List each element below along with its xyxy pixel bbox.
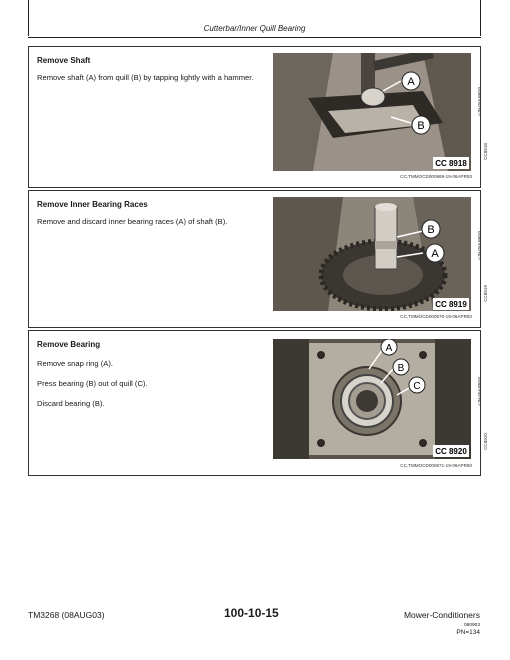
- section-remove-bearing: [28, 330, 489, 476]
- section-instructions: [37, 217, 257, 227]
- section-title: Remove Shaft: [37, 56, 91, 65]
- header-divider: [28, 37, 481, 38]
- photo-remove-bearing: [273, 339, 471, 459]
- plate-label: CC 8918: [435, 159, 467, 168]
- instruction-paragraph: Remove shaft (A) from quill (B) by tapping lightly with a hammer.: [37, 73, 254, 82]
- side-code: CC8920: [483, 433, 489, 450]
- figure-caption: CC,TMMOCD000670-19-06APR93: [400, 314, 472, 319]
- side-code: -UN-06APR93: [476, 86, 482, 117]
- side-code: CC8918: [483, 143, 489, 160]
- manual-id: TM3268 (08AUG03): [28, 610, 105, 620]
- callout-label: B: [427, 224, 435, 236]
- callout-label: B: [397, 363, 405, 374]
- callout-label: B: [417, 120, 425, 132]
- footer-pn: PN=134: [456, 629, 480, 636]
- instruction-paragraph: Remove and discard inner bearing races (A) of shaft (B).: [37, 217, 228, 226]
- section-instructions: [37, 359, 257, 409]
- plate-label: CC 8920: [435, 447, 467, 456]
- side-code: -UN-06APR93: [476, 376, 482, 407]
- figure-caption: CC,TMMOCD000671-19-06APR93: [400, 463, 472, 468]
- instruction-paragraph: Discard bearing (B).: [37, 399, 105, 408]
- section-remove-shaft: [28, 46, 489, 188]
- instruction-paragraph: Press bearing (B) out of quill (C).: [37, 379, 148, 388]
- section-instructions: [37, 73, 257, 83]
- page-footer: [28, 606, 480, 646]
- photo-remove-shaft: [273, 53, 471, 171]
- photo-remove-inner-bearing-races: [273, 197, 471, 311]
- product-name: Mower-Conditioners: [403, 610, 480, 620]
- callout-label: A: [431, 248, 439, 260]
- instruction-paragraph: Remove snap ring (A).: [37, 359, 113, 368]
- page-header-title: Cutterbar/Inner Quill Bearing: [203, 24, 306, 33]
- plate-label: CC 8919: [435, 300, 467, 309]
- side-code: CC8919: [483, 285, 489, 302]
- section-title: Remove Bearing: [37, 340, 101, 349]
- footer-date-code: 080903: [463, 623, 480, 628]
- callout-label: C: [413, 381, 421, 392]
- page-number: 100-10-15: [224, 606, 279, 620]
- section-title: Remove Inner Bearing Races: [37, 200, 148, 209]
- side-code: -UN-06APR93: [476, 230, 482, 261]
- callout-label: A: [407, 76, 415, 88]
- figure-caption: CC,TMMOCD000669-19-06APR93: [400, 174, 472, 179]
- section-remove-inner-bearing-races: [28, 190, 489, 328]
- callout-label: A: [385, 343, 393, 354]
